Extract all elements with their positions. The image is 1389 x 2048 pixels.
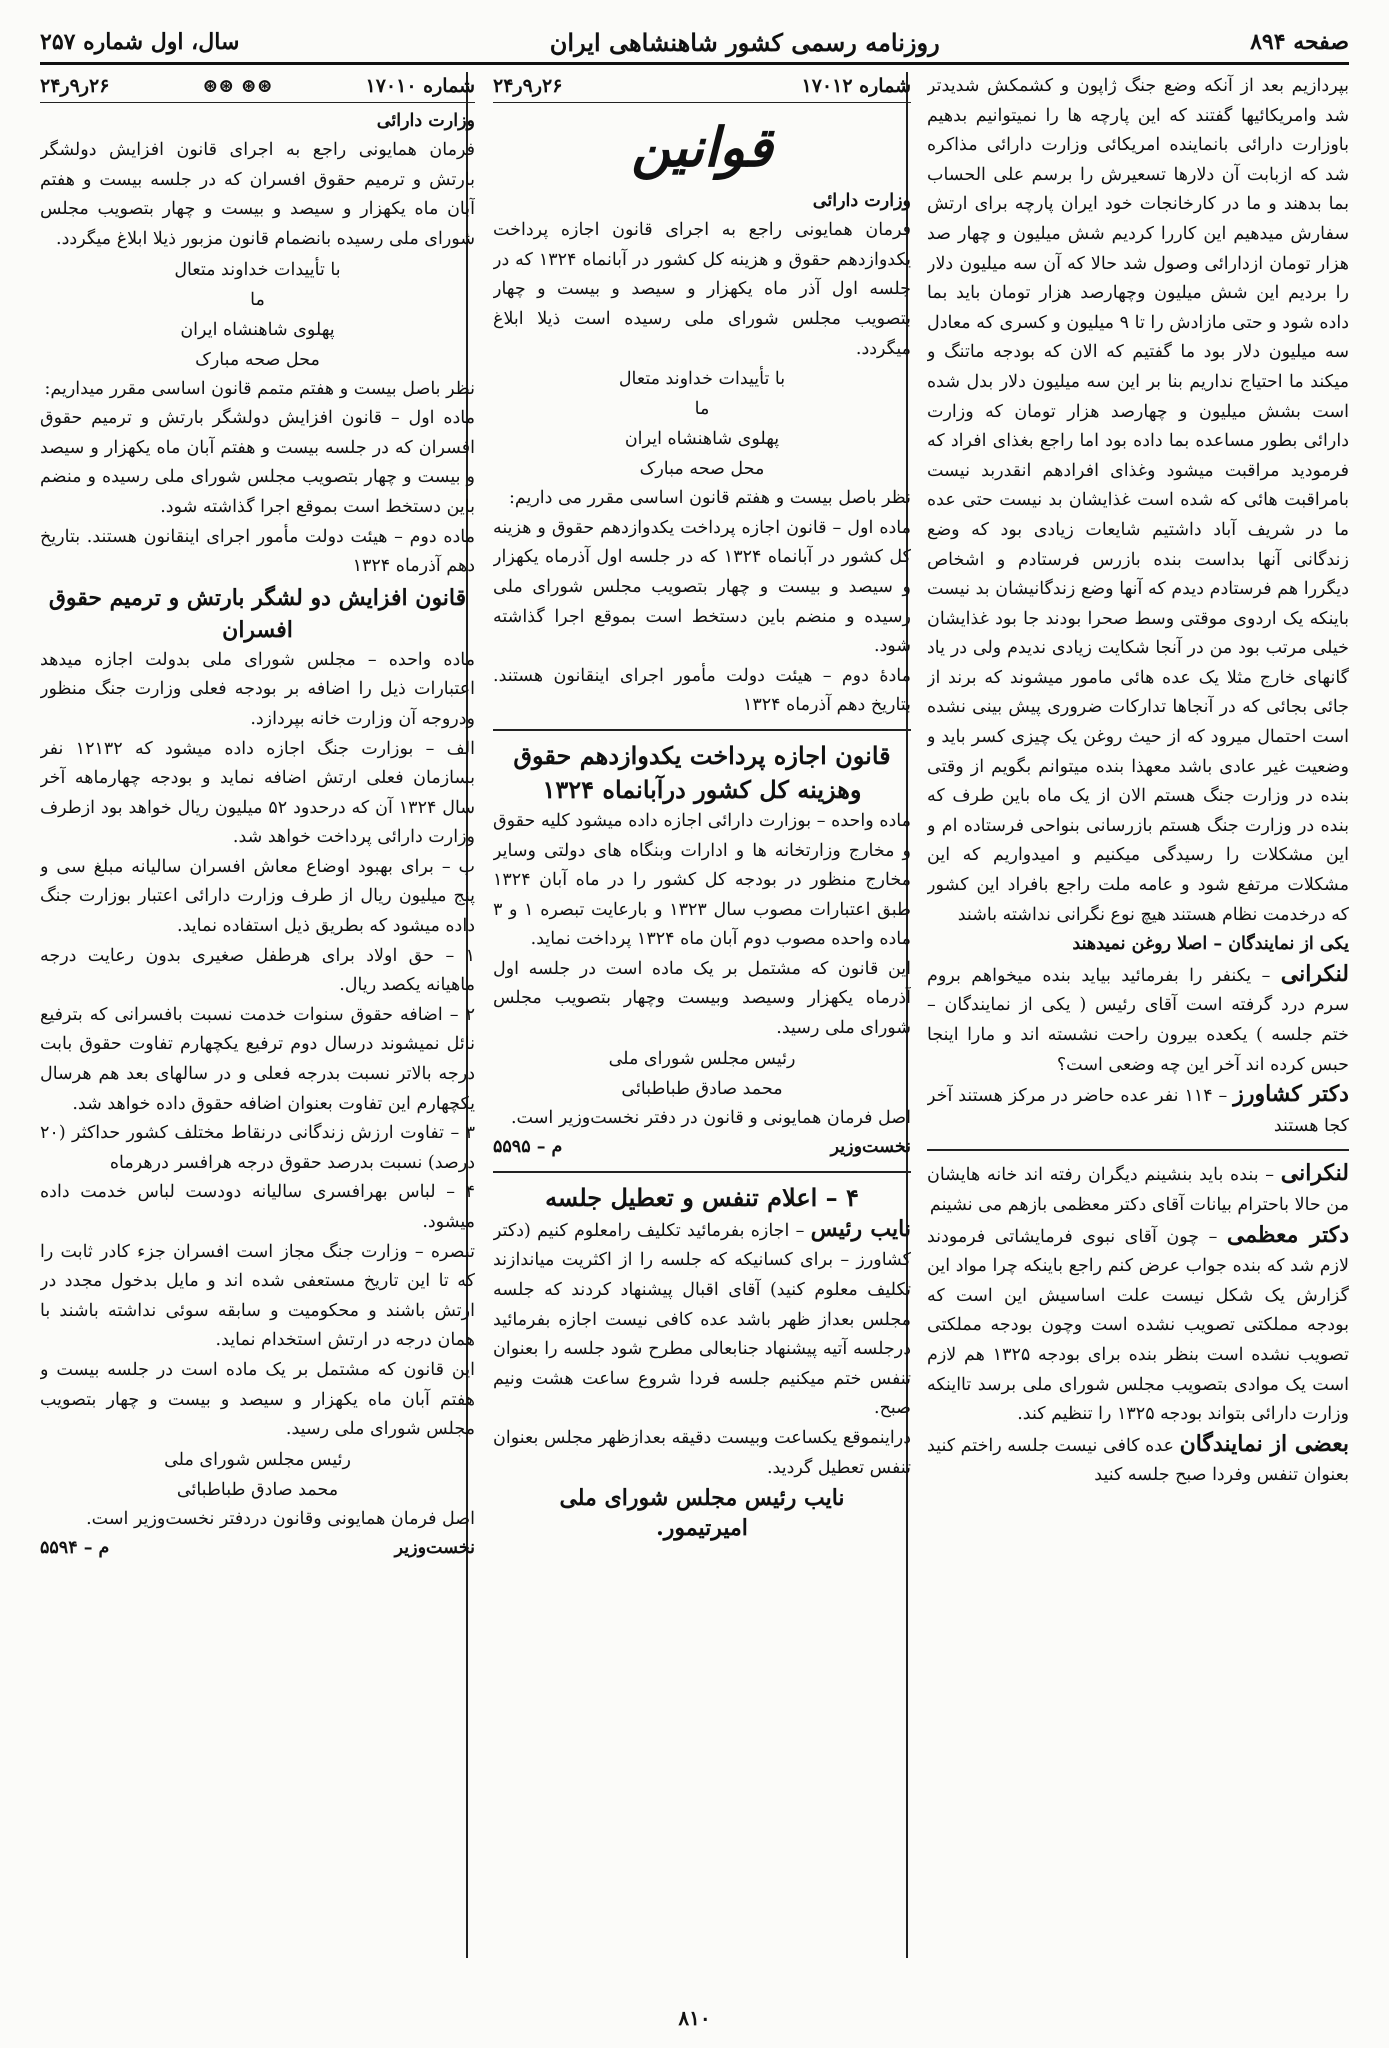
copy-office: نخست‌وزیر bbox=[830, 1137, 911, 1158]
interjection-line: یکی از نمایندگان – اصلا روغن نمیدهند bbox=[1072, 934, 1349, 955]
royal-line: محل صحه مبارک bbox=[195, 349, 320, 370]
separator bbox=[493, 1171, 911, 1173]
law-item-2: ۲ – اضافه حقوق سنوات خدمت نسبت بافسرانی که بترفیع نائل نمیشوند درسال دوم ترفیع یکچهارم تفاوت حقوق بابت درجه بالاتر نسبت بدرجه فعلی و در سالهای بعد هم هرسال یکچهارم این تفاوت بعنوان اضافه حقوق داده خواهد شد. bbox=[40, 1004, 475, 1114]
law-item-3: ۳ – تفاوت ارزش زندگانی درنقاط مختلف کشور حداکثر (۲۰ درصد) نسبت بدرصد حقوق درجه هرافسر درهرماه bbox=[40, 1123, 475, 1173]
royal-line: ما bbox=[250, 289, 265, 310]
law-item-4: ۴ – لباس بهرافسری سالیانه دودست لباس خدمت داده میشود. bbox=[40, 1182, 475, 1232]
speech-block bbox=[927, 960, 1349, 1080]
royal-formula bbox=[493, 364, 911, 484]
royal-line: با تأییدات خداوند متعال bbox=[174, 259, 341, 280]
page-footer-marker: ۸۱۰ bbox=[678, 2006, 711, 2030]
copy-number: م – ۵۵۹۴ bbox=[40, 1538, 110, 1559]
minister-speech-paragraph: بپردازیم بعد از آنکه وضع جنگ ژاپون و کشمکش شدیدتر شد وامریکائیها گفتند که این پارچه ها را نمیتوانیم بدهیم باوزارت دارائی بانماینده امریکائی وزارت دارائی مذاکره شد که ازبابت آن دلارها تسعیرش را برسم علی الحساب بما بدهند و ما در کارخانجات خود ایران پارچه برای ارتش سفارش میدهیم این کاررا کردیم شش میلیون و چهار صد هزار تومان ازدارائی وصول شد حالا که آن سه میلیون دلار را بردیم این شش میلیون وچهارصد هزار تومان باید بما داده شود و حتی مازادش را تا ۹ میلیون و کسری که معادل سه میلیون دلار بود ما گفتیم که الان که بودجه ماتنگ و میکند ما احتیاج نداریم بنا بر این سه میلیون دلار بدل شده است بشش میلیون و چهارصد هزار تومان که وزارت دارائی بطور مساعده بما داده بود اما راجع بغذای افراد که فرمودید مراقبت میشود وغذای افرادهم انقدربد نیست بامراقبت هائی که شده است غذایشان بد نیست حتی عده ما در شریف آباد داشتیم شایعات زیادی بود که وضع زندگانی آنها بداست بنده بازرس فرستادم و اشخاص دیگررا هم فرستادم دیدم که آنها وضع زندگانیشان بد نیست باینکه یک اردوی موقتی وسط صحرا بودند جا بود غذایشان خیلی مرتب بود من در آنجا شکایت زیادی ندیدم ولی در یاد گانهای خارج مثلا یک عده هائی مامور میشوند که برند از جائی بجائی که در آنجاها تدارکات ضروری پیش بینی نشده است احتمال میرود که از حیث روغن یک چیزی کسر باید و وضعیت غیر عادی باشد معهذا بنده میتوانم بگویم از وقتی بنده در وزارت جنگ هستم الان از یک ماه باین طرف که بنده در وزارت جنگ هستم بازرسانی بنواحی فرستاده ام و این مشکلات را رسیدگی میکنیم و امیدواریم که این مشکلات مرتفع شود و عامه ملت راجع بافراد این کشور که درخدمت نظام هستند هیچ نوع نگرانی نداشته باشند bbox=[927, 76, 1349, 925]
law-intro: ماده واحده – مجلس شورای ملی بدولت اجازه میدهد اعتبارات ذیل را اضافه بر بودجه فعلی وزارت جنگ منظور ودروجه آن وزارت خانه بپردازد. bbox=[40, 649, 475, 729]
royal-line: پهلوی شاهنشاه ایران bbox=[624, 429, 780, 450]
signature-name: محمد صادق طباطبائی bbox=[176, 1479, 339, 1500]
royal-formula bbox=[40, 255, 475, 375]
issue-marks: ⊛⊛ ⊛⊛ bbox=[202, 75, 273, 97]
speech-block bbox=[493, 1215, 911, 1424]
royal-line: ما bbox=[694, 399, 710, 420]
law-title: قانون اجازه پرداخت یکدوازدهم حقوق وهزینه کل کشور درآبانماه ۱۳۲۴ bbox=[513, 740, 891, 804]
speech-text: – بنده باید بنشینم دیگران رفته اند خانه هایشان من حالا باحترام بیانات آقای دکتر معظمی بازهم می نشینم bbox=[927, 1165, 1349, 1215]
speech-text: – ۱۱۴ نفر عده حاضر در مرکز هستند آخر کجا هستند bbox=[927, 1086, 1349, 1136]
decree-intro: فرمان همایونی راجع به اجرای قانون افزایش دولشگر بارتش و ترمیم حقوق افسران که در جلسه بیست و هفتم آبان ماه یکهزار و سیصد و بیست و چهار بتصویب مجلس شورای ملی رسیده بانضمام قانون مزبور ذیلا ابلاغ میگردد. bbox=[40, 140, 475, 249]
session-end: دراینموقع یکساعت وبیست دقیقه بعدازظهر مجلس بعنوان تنفس تعطیل گردید. bbox=[493, 1428, 911, 1478]
issue-date: ۲۶ر۹ر۲۴ bbox=[40, 75, 110, 97]
article-2: ماده دوم – هیئت دولت مأمور اجرای اینقانون هستند. بتاریخ دهم آذرماه ۱۳۲۴ bbox=[40, 526, 475, 577]
speech-text: عده کافی نیست جلسه راختم کنید بعنوان تنفس وفردا صبح جلسه کنید bbox=[927, 1435, 1349, 1486]
page-number-label: صفحه ۸۹۴ bbox=[1250, 29, 1349, 55]
issue-number: شماره ۱۷۰۱۲ bbox=[801, 75, 911, 97]
closing-name: امیرتیمور. bbox=[656, 1515, 748, 1542]
preamble: نظر باصل بیست و هفتم قانون اساسی مقرر می داریم: bbox=[508, 488, 911, 509]
signature-title: رئیس مجلس شورای ملی bbox=[164, 1449, 351, 1470]
signature-block bbox=[40, 1445, 475, 1505]
session-title: ۴ – اعلام تنفس و تعطیل جلسه bbox=[545, 1182, 859, 1212]
issue-date: ۲۶ر۹ر۲۴ bbox=[493, 75, 563, 97]
speech-block bbox=[927, 1159, 1349, 1220]
speech-text: – چون آقای نبوی فرمایشاتی فرمودند لازم شد که بنده جواب عرض کنم راجع باینکه چرا مواد این گزارش یک شکل نیست علت اساسیش این است که بودجه مملکتی تصویب نشده است وچون بودجه مملکتی تصویب نشده است بنظر بنده برای بودجه ۱۳۲۵ هم لازم است یک موادی بتصویب مجلس شورای ملی برسد تااینکه وزارت دارائی بتواند بودجه ۱۳۲۵ را تنظیم کند. bbox=[927, 1226, 1349, 1425]
copy-note: اصل فرمان همایونی و قانون در دفتر نخست‌وزیر است. bbox=[510, 1107, 911, 1128]
speech-text: – اجازه بفرمائید تکلیف رامعلوم کنیم (دکتر کشاورز – برای کسانیکه که جلسه را از اکثریت میاندازند تکلیف معلوم کنید) آقای اقبال پیشنهاد کردند که جلسه مجلس بعداز ظهر باشد عده کافی نیست اجازه بفرمائید درجلسه آتیه پیشنهاد جنابعالی مطرح شود جلسه را بعنوان تنفس ختم میکنیم جلسه فردا شروع ساعت هشت ونیم صبح. bbox=[493, 1220, 911, 1419]
year-issue-label: سال، اول شماره ۲۵۷ bbox=[40, 29, 240, 55]
law-note: این قانون که مشتمل بر یک ماده است در جلسه بیست و هفتم آبان ماه یکهزار و سیصد و بیست و چهار بتصویب مجلس شورای ملی رسید. bbox=[40, 1359, 475, 1440]
speaker-name: لنکرانی bbox=[1280, 1160, 1349, 1187]
article-2: مادهٔ دوم – هیئت دولت مأمور اجرای اینقانون هستند. بتاریخ دهم آذرماه ۱۳۲۴ bbox=[493, 665, 911, 716]
separator bbox=[927, 1149, 1349, 1151]
signature-name: محمد صادق طباطبائی bbox=[621, 1078, 783, 1099]
article-1: ماده اول – قانون اجازه پرداخت یکدوازدهم حقوق و هزینه کل کشور در آبانماه ۱۳۲۴ که در جلسه اول آذرماه یکهزار و سیصد و بیست و چهار بتصویب مجلس شورای ملی رسیده و منضم باین دستخط است بموقع اجرا گذاشته شود. bbox=[493, 517, 911, 657]
right-column bbox=[927, 72, 1349, 1988]
section-title: قوانین bbox=[631, 114, 773, 179]
copy-reference bbox=[40, 1534, 475, 1564]
preamble: نظر باصل بیست و هفتم متمم قانون اساسی مقرر میداریم: bbox=[44, 378, 475, 399]
law-note-tabsare: تبصره – وزارت جنگ مجاز است افسران جزء کادر ثابت را که تا این تاریخ مستعفی شده اند و مایل بدخول مجدد در ارتش باشند و محکومیت و سابقه سوئی نداشته باشند با همان درجه در ارتش استخدام نماید. bbox=[40, 1241, 475, 1351]
speech-block bbox=[927, 1080, 1349, 1141]
royal-line: محل صحه مبارک bbox=[639, 459, 765, 480]
copy-note: اصل فرمان همایونی وقانون دردفتر نخست‌وزیر است. bbox=[86, 1508, 475, 1529]
signature-title: رئیس مجلس شورای ملی bbox=[608, 1048, 796, 1069]
law-item-be: ب – برای بهبود اوضاع معاش افسران سالیانه مبلغ سی و پنج میلیون ریال از طرف وزارت دارائی اعتبار بوزارت جنگ داده میشود که بطریق ذیل استفاده نماید. bbox=[40, 856, 475, 937]
newspaper-title: روزنامه رسمی کشور شاهنشاهی ایران bbox=[549, 27, 940, 57]
issue-number: شماره ۱۷۰۱۰ bbox=[365, 75, 475, 97]
law-body: ماده واحده – بوزارت دارائی اجازه داده میشود کلیه حقوق و مخارج وزارتخانه ها و ادارات وبنگاه های دولتی وسایر مخارج منظور در بودجه کل کشور را در ماه آبان ۱۳۲۴ طبق اعتبارات مصوب سال ۱۳۲۳ و بارعایت تبصره ۱ و ۳ ماده واحده مصوب دوم آبان ماه ۱۳۲۴ پرداخت نماید. bbox=[493, 810, 911, 950]
speaker-name: لنکرانی bbox=[1280, 960, 1349, 987]
issue-line bbox=[493, 72, 911, 103]
royal-line: با تأییدات خداوند متعال bbox=[618, 369, 786, 390]
speech-text: – یکنفر را بفرمائید بیاید بنده میخواهم بروم سرم درد گرفته است آقای رئیس ( یکی از نمایندگان – ختم جلسه ) یکعده بیرون راحت نشسته اند و مارا اینجا حبس کرده اند آخر این چه وضعی است؟ bbox=[927, 965, 1349, 1075]
speech-block bbox=[927, 1221, 1349, 1430]
speaker-name: دکتر معظمی bbox=[1226, 1221, 1349, 1248]
copy-office: نخست‌وزیر bbox=[394, 1538, 475, 1559]
ministry-heading: وزارت دارائی bbox=[812, 190, 911, 211]
law-note: این قانون که مشتمل بر یک ماده است در جلسه اول آذرماه یکهزار وسیصد وبیست وچهار بتصویب مجلس شورای ملی رسید. bbox=[493, 958, 911, 1039]
speaker-name: دکتر کشاورز bbox=[1233, 1081, 1349, 1108]
middle-column bbox=[493, 72, 911, 1988]
article-1: ماده اول – قانون افزایش دولشگر بارتش و ترمیم حقوق افسران که در جلسه بیست و هفتم آبان ماه یکهزار و سیصد و بیست و چهار بتصویب مجلس شورای ملی رسیده و منضم باین دستخط است بموقع اجرا گذاشته شود. bbox=[40, 408, 475, 517]
page-header bbox=[40, 22, 1349, 65]
decree-intro: فرمان همایونی راجع به اجرای قانون اجازه پرداخت یکدوازدهم حقوق و هزینه کل کشور در آبانماه ۱۳۲۴ که در جلسه اول آذر ماه یکهزار و سیصد و بیست و چهار بتصویب مجلس شورای ملی رسیده است ذیلا ابلاغ میگردد. bbox=[493, 220, 911, 359]
ministry-heading: وزارت دارائی bbox=[376, 110, 475, 131]
signature-block bbox=[493, 1044, 911, 1104]
separator bbox=[493, 729, 911, 731]
speaker-name: بعضی از نمایندگان bbox=[1179, 1430, 1349, 1457]
copy-reference bbox=[493, 1133, 911, 1163]
law-item-1: ۱ – حق اولاد برای هرطفل صغیری بدون رعایت درجه ماهیانه یکصد ریال. bbox=[40, 945, 475, 996]
royal-line: پهلوی شاهنشاه ایران bbox=[180, 319, 335, 340]
speaker-name: نایب رئیس bbox=[810, 1215, 911, 1242]
closing-signature bbox=[493, 1483, 911, 1543]
law-title: قانون افزایش دو لشگر بارتش و ترمیم حقوق افسران bbox=[48, 584, 467, 643]
closing-title: نایب رئیس مجلس شورای ملی bbox=[559, 1485, 845, 1512]
issue-line bbox=[40, 72, 475, 103]
law-item-alef: الف – بوزارت جنگ اجازه داده میشود که ۱۲۱۳۲ نفر بسازمان فعلی ارتش اضافه نماید و بودجه چهارماهه آخر سال ۱۳۲۴ آن که درحدود ۵۲ میلیون ریال خواهد بود ازطرف وزارت دارائی پرداخت خواهد شد. bbox=[40, 738, 475, 848]
speech-block bbox=[927, 1430, 1349, 1491]
left-column bbox=[40, 72, 475, 1988]
copy-number: م – ۵۵۹۵ bbox=[493, 1137, 563, 1158]
